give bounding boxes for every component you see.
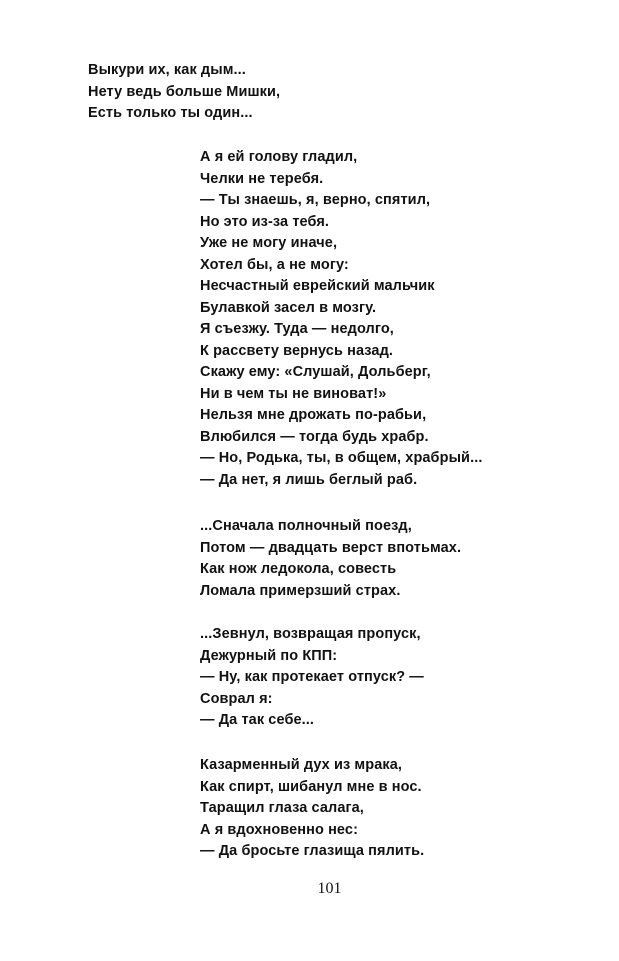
poem-line: А я ей голову гладил,	[200, 149, 358, 165]
poem-line: Ломала примерзший страх.	[200, 582, 401, 599]
poem-line: Скажу ему: «Слушай, Дольберг,	[200, 364, 431, 380]
poem-line: А я вдохновенно нес:	[200, 821, 358, 838]
poem-line: Есть только ты один...	[88, 105, 253, 121]
poem-line: Булавкой засел в мозгу.	[200, 299, 377, 316]
poem-line: Ни в чем ты не виноват!»	[200, 385, 387, 402]
stanza-3	[200, 516, 461, 602]
poem-line: Как нож ледокола, совесть	[200, 561, 397, 577]
poem-line: — Но, Родька, ты, в общем, храбрый...	[200, 450, 483, 466]
poem-line: — Ну, как протекает отпуск? —	[200, 669, 424, 685]
poem-line: Как спирт, шибанул мне в нос.	[200, 778, 422, 795]
poem-line: ...Зевнул, возвращая пропуск,	[200, 626, 421, 642]
poem-line: Я съезжу. Туда — недолго,	[200, 321, 394, 337]
poem-line: — Да так себе...	[200, 712, 315, 728]
page-number: 101	[317, 880, 342, 897]
poem-line: К рассвету вернусь назад.	[200, 342, 394, 359]
poem-line: Но это из-за тебя.	[200, 213, 330, 230]
poem-line: Выкури их, как дым...	[88, 62, 246, 78]
poem-line: Таращил глаза салага,	[200, 800, 364, 816]
stanza-2	[200, 147, 482, 491]
poem-line: Нельзя мне дрожать по-рабьи,	[200, 407, 427, 423]
poem-line: ...Сначала полночный поезд,	[200, 518, 412, 534]
stanza-4	[200, 624, 424, 732]
poem-line: Несчастный еврейский мальчик	[200, 278, 435, 294]
poem-line: Хотел бы, а не могу:	[200, 256, 349, 273]
poem-line: Потом — двадцать верст впотьмах.	[200, 539, 462, 556]
poem-line: — Да нет, я лишь беглый раб.	[200, 471, 418, 488]
poem-line: Влюбился — тогда будь храбр.	[200, 428, 429, 445]
poem-line: — Ты знаешь, я, верно, спятил,	[200, 192, 431, 208]
poem-line: Челки не теребя.	[200, 170, 324, 187]
poem-line: — Да бросьте глазища пялить.	[200, 843, 425, 859]
stanza-1	[88, 60, 280, 125]
poem-line: Нету ведь больше Мишки,	[88, 83, 281, 100]
poem-line: Соврал я:	[200, 690, 273, 707]
poem-line: Уже не могу иначе,	[200, 235, 338, 251]
poem-line: Казарменный дух из мрака,	[200, 757, 403, 773]
stanza-5	[200, 755, 424, 863]
poem-line: Дежурный по КПП:	[200, 647, 338, 664]
